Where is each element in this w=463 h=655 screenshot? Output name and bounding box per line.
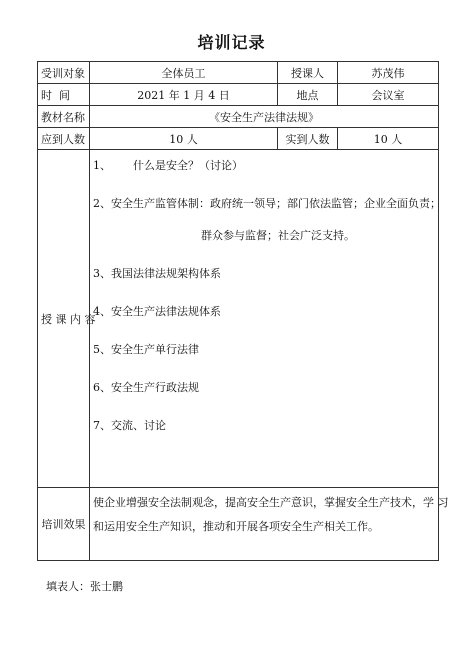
row-time <box>38 84 439 106</box>
row-effect <box>38 488 439 561</box>
filled-by: 填表人：张士鹏 <box>46 580 123 593</box>
effect-line-1: 使企业增强安全法制观念，提高安全生产意识，掌握安全生产技术，学 习 <box>93 496 449 509</box>
target-value: 全体员工 <box>90 62 278 84</box>
expected-value: 10 人 <box>90 128 278 150</box>
content-item-4: 4、安全生产法律法规体系 <box>93 305 221 318</box>
content-item-3: 3、我国法律法规架构体系 <box>93 267 221 280</box>
trainer-value: 苏茂伟 <box>338 62 439 84</box>
row-target <box>38 62 439 84</box>
time-label: 时 间 <box>38 84 90 106</box>
actual-value: 10 人 <box>338 128 439 150</box>
content-list <box>90 150 439 488</box>
content-item-7: 7、交流、讨论 <box>93 419 166 432</box>
content-item-1: 1、 什么是安全？（讨论） <box>93 159 243 172</box>
row-material <box>38 106 439 128</box>
effect-label: 培训效果 <box>38 488 90 561</box>
actual-label: 实到人数 <box>278 128 338 150</box>
effect-line-2: 和运用安全生产知识，推动和开展各项安全生产相关工作。 <box>93 520 379 533</box>
trainer-label: 授课人 <box>278 62 338 84</box>
effect-text <box>90 488 449 561</box>
page-title: 培训记录 <box>197 33 266 52</box>
content-item-5: 5、安全生产单行法律 <box>93 343 199 356</box>
expected-label: 应到人数 <box>38 128 90 150</box>
content-item-2: 2、安全生产监管体制：政府统一领导；部门依法监管；企业全面负责； <box>93 197 441 210</box>
time-value: 2021 年 1 月 4 日 <box>90 84 278 106</box>
row-attendance <box>38 128 439 150</box>
content-item-6: 6、安全生产行政法规 <box>93 381 199 394</box>
location-label: 地点 <box>278 84 338 106</box>
target-label: 受训对象 <box>38 62 90 84</box>
location-value: 会议室 <box>338 84 439 106</box>
row-content <box>38 150 439 488</box>
content-item-2-cont: 群众参与监督；社会广泛支持。 <box>201 229 355 242</box>
material-label: 教材名称 <box>38 106 90 128</box>
content-label: 授 课 内 容 <box>38 150 90 488</box>
material-value: 《安全生产法律法规》 <box>90 106 439 128</box>
training-record-table <box>37 61 449 561</box>
